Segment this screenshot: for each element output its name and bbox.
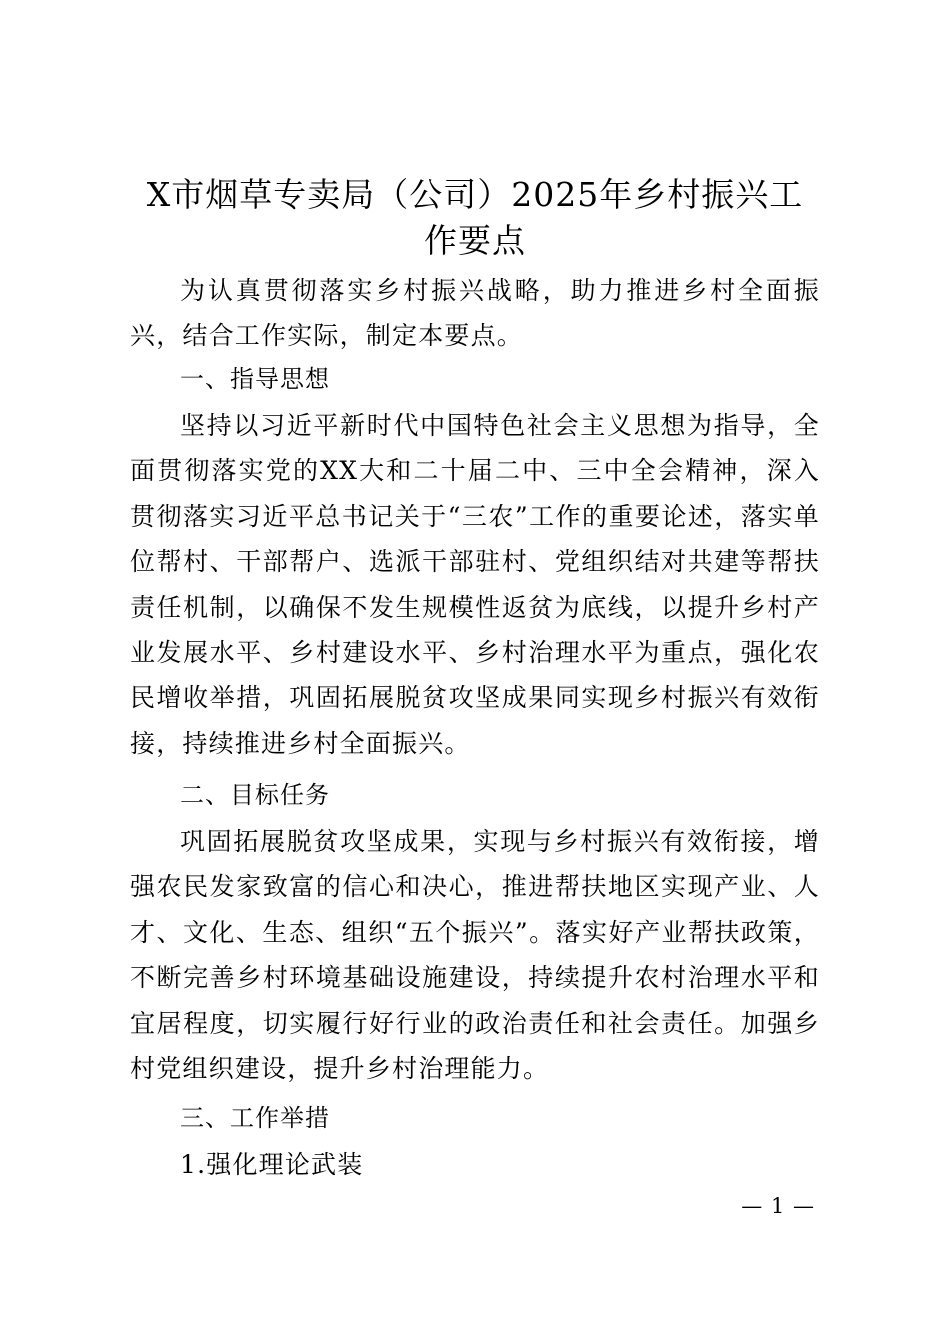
section-heading-guiding-ideology: 一、指导思想 (180, 365, 330, 393)
page-number: — 1 — (741, 1194, 815, 1218)
section-heading-work-measures: 三、工作举措 (180, 1104, 330, 1132)
intro-paragraph: 为认真贯彻落实乡村振兴战略，助力推进乡村全面振兴，结合工作实际，制定本要点。 (130, 276, 820, 351)
goals-tasks-paragraph: 巩固拓展脱贫攻坚成果，实现与乡村振兴有效衔接，增强农民发家致富的信心和决心，推进帮扶地区实现产业、人才、文化、生态、组织“五个振兴”。落实好产业帮扶政策，不断完善乡村环境基础设施建设，持续提升农村治理水平和宜居程度，切实履行好行业的政治责任和社会责任。加强乡村党组织建设，提升乡村治理能力。 (130, 827, 820, 1084)
section-heading-goals-tasks: 二、目标任务 (180, 781, 330, 809)
guiding-ideology-paragraph: 坚持以习近平新时代中国特色社会主义思想为指导，全面贯彻落实党的XX大和二十届二中、三中全会精神，深入贯彻落实习近平总书记关于“三农”工作的重要论述，落实单位帮村、干部帮户、选派干部驻村、党组织结对共建等帮扶责任机制，以确保不发生规模性返贫为底线，以提升乡村产业发展水平、乡村建设水平、乡村治理水平为重点，强化农民增收举措，巩固拓展脱贫攻坚成果同实现乡村振兴有效衔接，持续推进乡村全面振兴。 (130, 411, 820, 758)
document-title: X市烟草专卖局（公司）2025年乡村振兴工作要点 (146, 175, 804, 260)
subheading-theory-arming: 1.强化理论武装 (180, 1150, 364, 1179)
